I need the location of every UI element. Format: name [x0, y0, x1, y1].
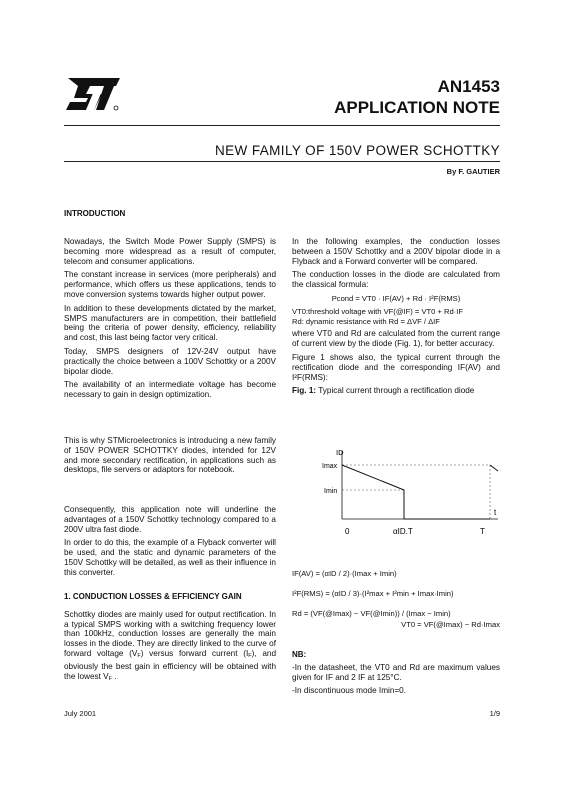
paragraph: The conduction losses in the diode are calculated from the classical formula: — [292, 270, 500, 290]
document-type: APPLICATION NOTE — [334, 98, 500, 117]
footer-date: July 2001 — [64, 709, 97, 718]
figure-1-current-diagram — [300, 443, 505, 543]
notes-block — [292, 650, 500, 700]
definition-vt0: VT0:threshold voltage with VF(@IF) = VT0 + Rd·IF — [292, 306, 464, 316]
introduction-text-3 — [64, 505, 276, 582]
section-1 — [64, 592, 276, 688]
equation-ifrms: I²F(RMS) = (αID / 3)·(I²max + I²min + Imax·Imin) — [292, 589, 454, 598]
equations-block — [292, 568, 500, 638]
header-divider — [64, 125, 500, 126]
formula-pcond: Pcond = VT0 · IF(AV) + Rd · I²F(RMS) — [331, 293, 461, 303]
equation-vt0: VT0 = VF(@Imax) − Rd·Imax — [401, 620, 500, 629]
note: -In discontinuous mode Imin=0. — [292, 686, 407, 696]
note: -In the datasheet, the VT0 and Rd are maximum values given for IF and 2 IF at 125°C. — [292, 662, 500, 682]
alpha-label: αID.T — [393, 527, 413, 536]
figure-caption: Fig. 1: Typical current through a rectification diode — [292, 386, 475, 396]
nb-heading: NB: — [292, 650, 307, 659]
equation-rd: Rd = (VF(@Imax) − VF(@Imin)) / (Imax − Imin) — [292, 609, 451, 618]
current-waveform — [342, 465, 404, 519]
footer-page-number: 1/9 — [489, 709, 500, 718]
definition-rd: Rd: dynamic resistance with Rd = ΔVF / ΔIF — [292, 316, 440, 326]
introduction-text — [64, 237, 276, 404]
imax-label: Imax — [322, 463, 338, 470]
introduction-text-2 — [64, 436, 276, 479]
right-column — [292, 237, 500, 396]
paragraph: Consequently, this application note will underline the advantages of a 150V Schottky technology compared to a 200V ultra fast diode. — [64, 505, 276, 534]
paragraph: The availability of an intermediate voltage has become necessary to gain in design optimization. — [64, 380, 276, 400]
t-label: t — [494, 508, 497, 517]
paragraph: This is why STMicroelectronics is introducing a new family of 150V POWER SCHOTTKY diodes, intended for 12V and more secondary rectification, in applications such as desktops, file servers or adaptors for notebook. — [64, 436, 276, 475]
paragraph: The constant increase in services (more peripherals) and performance, which offers us these applications, tends to move conversion systems towards higher output power. — [64, 270, 276, 299]
page-title: NEW FAMILY OF 150V POWER SCHOTTKY — [215, 143, 500, 158]
title-divider — [64, 161, 500, 162]
paragraph: Figure 1 shows also, the typical current through the rectification diode and the corresponding IF(AV) and I²F(RMS): — [292, 352, 500, 382]
paragraph: Nowadays, the Switch Mode Power Supply (SMPS) is becoming more widespread as a result of computer, telecom and consumer applications. — [64, 237, 276, 266]
paragraph: where VT0 and Rd are calculated from the current range of current view by the diode (Fig. 1), for better accuracy. — [292, 329, 500, 349]
author-line: By F. GAUTIER — [446, 167, 500, 176]
paragraph: Schottky diodes are mainly used for output rectification. In a typical SMPS working with a switching frequency lower than 100kHz, conduction losses are generally the main losses in the diode. They are directly linked to the curve of forward voltage $(V_F)$ versus forward current $(I_F)$, and obviously the best gain in efficiency will be obtained with the lowest $V_F$ . — [64, 609, 276, 682]
section-1-heading: 1. CONDUCTION LOSSES & EFFICIENCY GAIN — [64, 592, 242, 601]
y-axis-label: ID — [336, 448, 344, 457]
zero-label: 0 — [345, 527, 350, 536]
document-id: AN1453 — [437, 77, 500, 96]
paragraph: In the following examples, the conduction losses between a 150V Schottky and a 200V bipolar diode in a Flyback and a Forward converter will be compared. — [292, 237, 500, 266]
imin-label: Imin — [324, 488, 338, 495]
introduction-heading: INTRODUCTION — [64, 209, 126, 218]
st-logo — [64, 76, 122, 114]
left-column — [64, 209, 276, 219]
paragraph: Today, SMPS designers of 12V-24V output have practically the choice between a 100V Schottky or a 200V bipolar diode. — [64, 346, 276, 376]
paragraph: In order to do this, the example of a Flyback converter will be used, and the static and dynamic parameters of the 150V Schottky will be detailed, as well as their influence in this converter. — [64, 538, 276, 577]
period-label: T — [480, 527, 485, 536]
paragraph: In addition to these developments dictated by the market, SMPS manufacturers are in competition, their battlefield being the criteria of power density, efficiency, reliability and cost, this last being factor very critical. — [64, 303, 276, 343]
equation-ifav: IF(AV) = (αID / 2)·(Imax + Imin) — [292, 569, 397, 578]
